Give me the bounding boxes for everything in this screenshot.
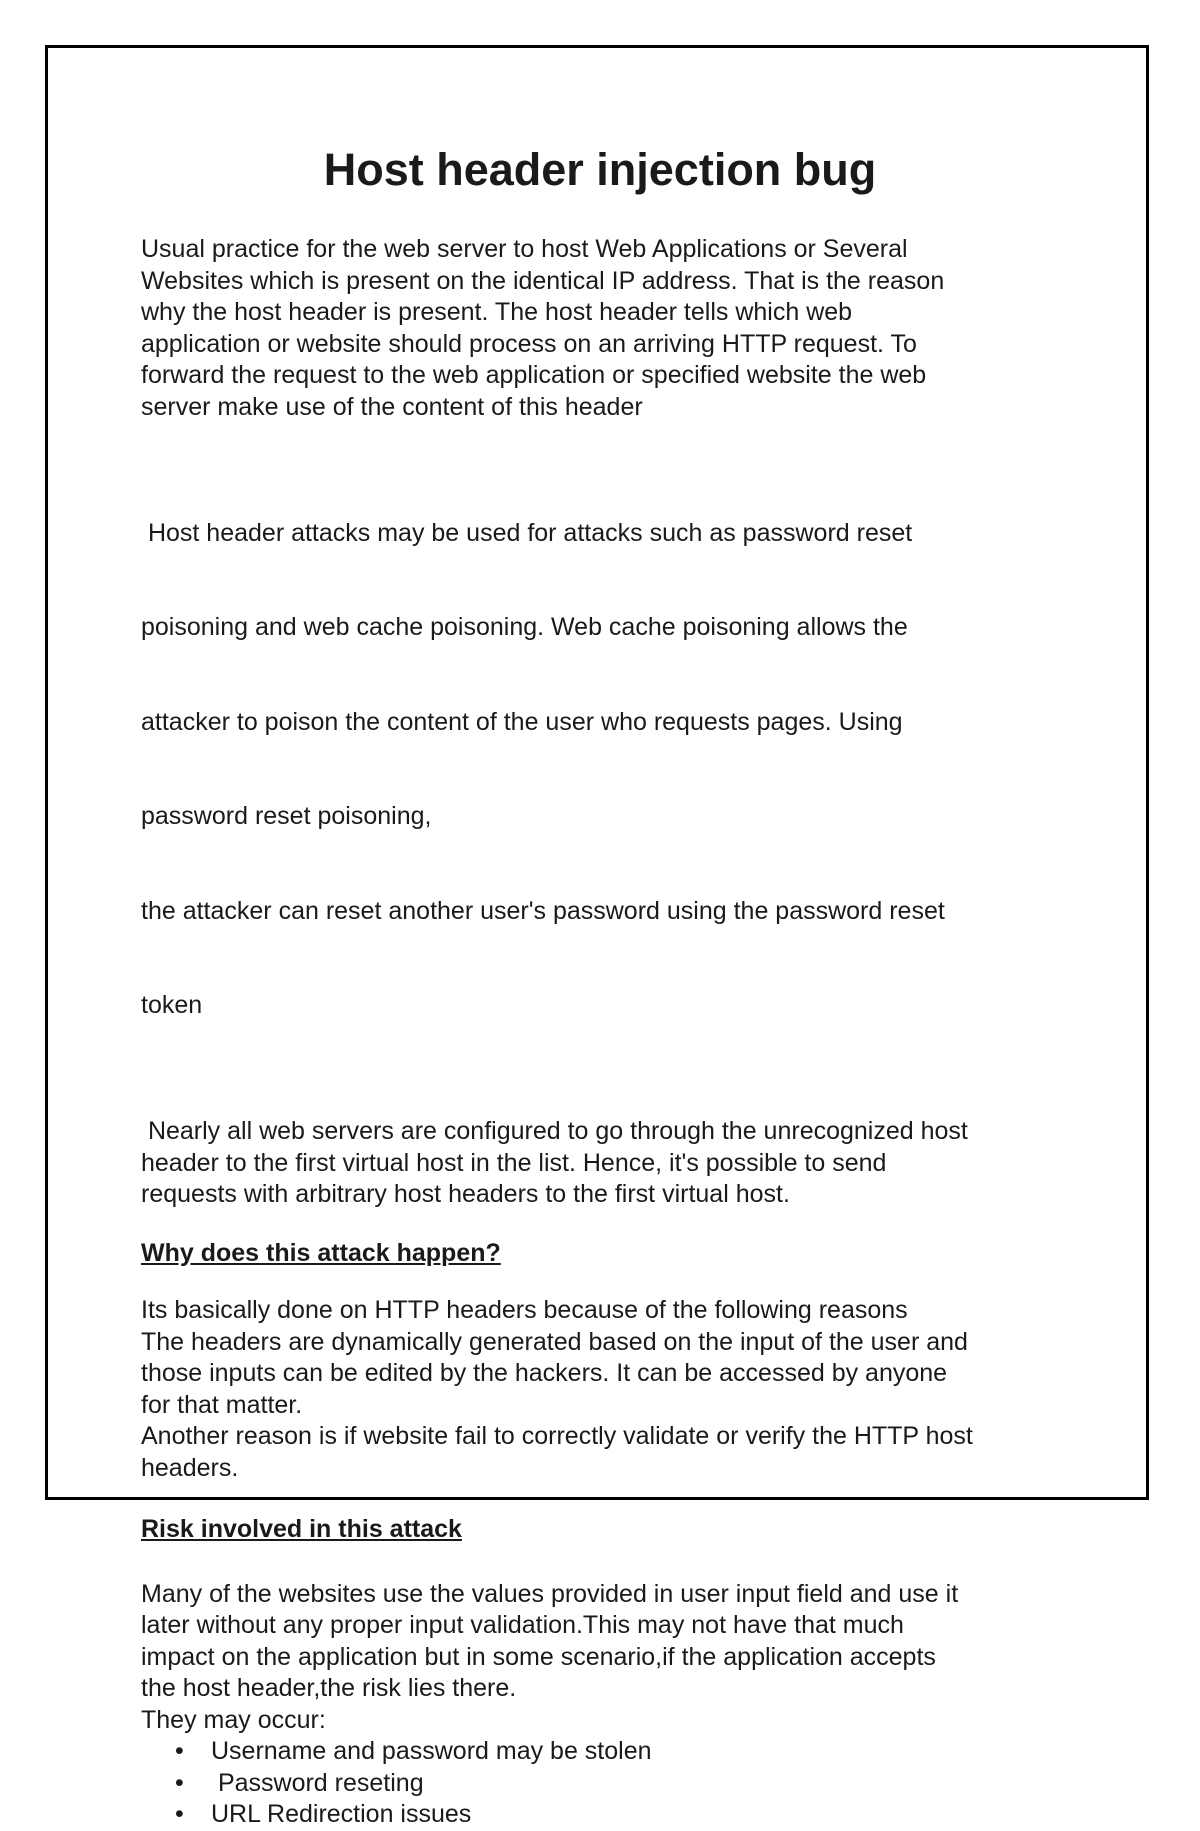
section-heading-why: Why does this attack happen? bbox=[141, 1238, 501, 1267]
text-line: Nearly all web servers are configured to go through the unrecognized host bbox=[141, 1117, 968, 1145]
page-title: Host header injection bug bbox=[323, 144, 877, 195]
text-line: forward the request to the web application or specified website the web bbox=[141, 361, 927, 389]
bullet-icon: • bbox=[175, 1737, 184, 1765]
text-line: Another reason is if website fail to correctly validate or verify the HTTP host bbox=[141, 1422, 973, 1450]
text-line: They may occur: bbox=[141, 1705, 326, 1734]
intro-paragraph-3 bbox=[141, 1116, 1071, 1211]
list-item bbox=[141, 1768, 1071, 1800]
list-item-text: Username and password may be stolen bbox=[211, 1737, 652, 1765]
document-body bbox=[141, 234, 1071, 1831]
section-risk bbox=[141, 1514, 1071, 1831]
text-line: Websites which is present on the identical IP address. That is the reason bbox=[141, 266, 945, 295]
text-line: why the host header is present. The host header tells which web bbox=[141, 298, 853, 326]
bullet-icon: • bbox=[175, 1768, 184, 1797]
text-line: the attacker can reset another user's password using the password reset bbox=[141, 896, 945, 925]
text-line: later without any proper input validation.This may not have that much bbox=[141, 1611, 904, 1639]
text-line: header to the first virtual host in the list. Hence, it's possible to send bbox=[141, 1148, 887, 1177]
list-item bbox=[141, 1799, 1071, 1831]
text-line: server make use of the content of this header bbox=[141, 392, 643, 421]
text-line: The headers are dynamically generated based on the input of the user and bbox=[141, 1327, 968, 1356]
bullet-icon: • bbox=[175, 1800, 184, 1828]
section-heading-risk: Risk involved in this attack bbox=[141, 1515, 462, 1543]
text-line: those inputs can be edited by the hackers. It can be accessed by anyone bbox=[141, 1359, 948, 1387]
text-line: for that matter. bbox=[141, 1390, 303, 1419]
risk-bullet-list bbox=[141, 1736, 1071, 1831]
intro-paragraph-1 bbox=[141, 234, 1071, 423]
text-line: requests with arbitrary host headers to the first virtual host. bbox=[141, 1180, 790, 1208]
list-item-text: URL Redirection issues bbox=[211, 1800, 472, 1828]
text-line: application or website should process on an arriving HTTP request. To bbox=[141, 329, 917, 358]
text-line: headers. bbox=[141, 1453, 239, 1482]
section-why bbox=[141, 1238, 1071, 1485]
list-item bbox=[141, 1736, 1071, 1768]
text-line: attacker to poison the content of the user who requests pages. Using bbox=[141, 707, 903, 736]
intro-paragraph-2 bbox=[141, 455, 1071, 1085]
text-line: poisoning and web cache poisoning. Web cache poisoning allows the bbox=[141, 613, 908, 641]
text-line: Host header attacks may be used for attacks such as password reset bbox=[141, 518, 913, 547]
text-line: password reset poisoning, bbox=[141, 802, 432, 830]
text-line: Many of the websites use the values provided in user input field and use it bbox=[141, 1579, 959, 1608]
text-line: Usual practice for the web server to host Web Applications or Several bbox=[141, 235, 908, 263]
text-line: token bbox=[141, 991, 203, 1019]
text-line: impact on the application but in some scenario,if the application accepts bbox=[141, 1642, 936, 1671]
text-line: the host header,the risk lies there. bbox=[141, 1674, 517, 1702]
list-item-text: Password reseting bbox=[211, 1768, 424, 1797]
text-line: Its basically done on HTTP headers because of the following reasons bbox=[141, 1296, 908, 1324]
